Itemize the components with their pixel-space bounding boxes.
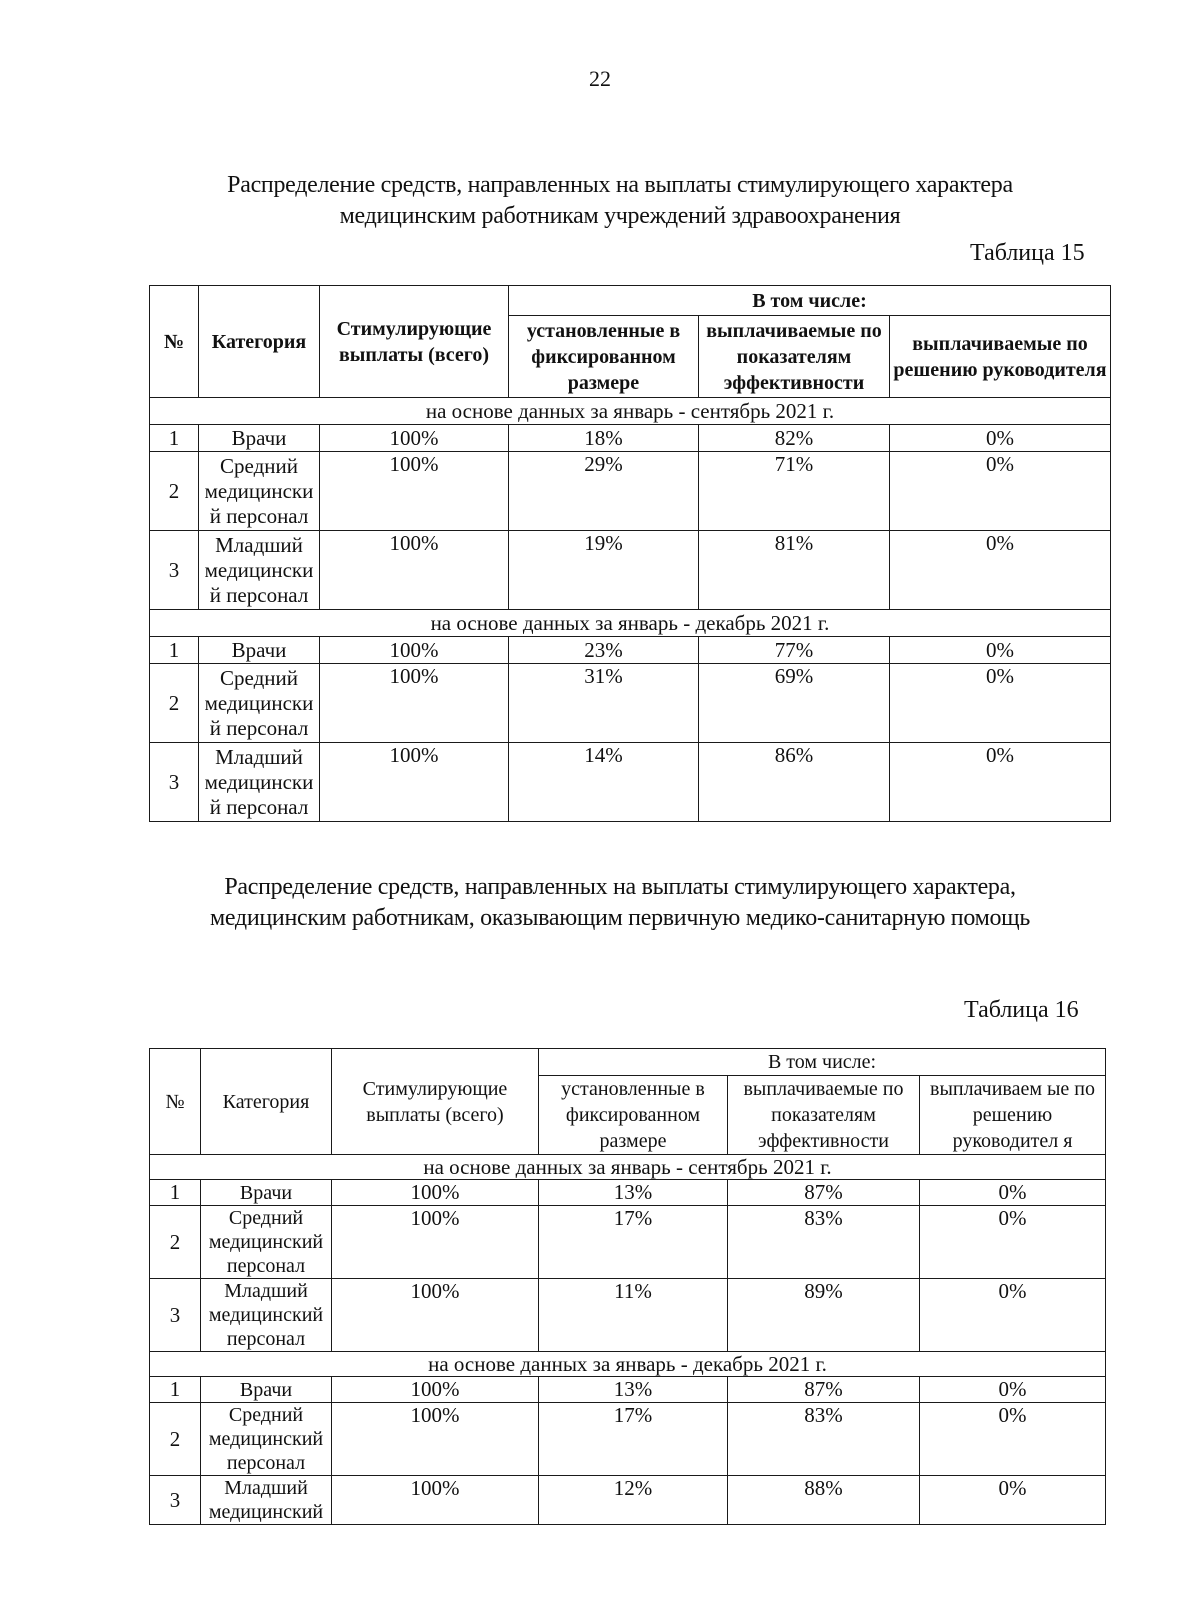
table16-cell-fixed: 11%: [539, 1279, 728, 1352]
table16-cell-category: Средний медицинский персонал: [201, 1403, 332, 1476]
table15-cell-category: Младший медицински й персонал: [199, 743, 320, 822]
table15-header-fixed: установленные в фиксированном размере: [509, 316, 699, 398]
table16-header-efficiency: выплачиваемые по показателям эффективности: [728, 1076, 920, 1155]
table16-cell-category: Средний медицинский персонал: [201, 1206, 332, 1279]
table16-title: [120, 872, 1120, 934]
table-row: [150, 452, 1111, 531]
table-row: [150, 743, 1111, 822]
table15-header-including: В том числе:: [509, 286, 1111, 316]
table16-header-including: В том числе:: [539, 1049, 1106, 1076]
table16-section-label: на основе данных за январь - сентябрь 2021 г.: [150, 1155, 1106, 1180]
table-row: [150, 531, 1111, 610]
table15-cell-manager: 0%: [890, 425, 1111, 452]
table16-cell-total: 100%: [332, 1180, 539, 1206]
table16-cell-manager: 0%: [920, 1180, 1106, 1206]
table16-cell-total: 100%: [332, 1476, 539, 1525]
table15-cell-total: 100%: [320, 452, 509, 531]
table16-header-total: Стимулирующие выплаты (всего): [332, 1049, 539, 1155]
table15-cell-total: 100%: [320, 743, 509, 822]
table16-header-num: №: [150, 1049, 201, 1155]
table16-cell-num: 3: [150, 1279, 201, 1352]
table16-header-category: Категория: [201, 1049, 332, 1155]
table15-cell-efficiency: 71%: [699, 452, 890, 531]
table-row: [150, 1476, 1106, 1525]
table15: [149, 285, 1111, 822]
table16-cell-category: Младший медицинский: [201, 1476, 332, 1525]
table15-header-efficiency: выплачиваемые по показателям эффективности: [699, 316, 890, 398]
table15-cell-num: 3: [150, 531, 199, 610]
table15-cell-manager: 0%: [890, 452, 1111, 531]
table15-cell-fixed: 29%: [509, 452, 699, 531]
table15-label: Таблица 15: [970, 240, 1085, 266]
table15-cell-manager: 0%: [890, 743, 1111, 822]
table16-cell-fixed: 13%: [539, 1377, 728, 1403]
table15-cell-category: Средний медицински й персонал: [199, 664, 320, 743]
table15-cell-manager: 0%: [890, 531, 1111, 610]
table15-cell-category: Врачи: [199, 425, 320, 452]
table16-section-label: на основе данных за январь - декабрь 2021 г.: [150, 1352, 1106, 1377]
page-number: 22: [589, 66, 611, 91]
table15-cell-fixed: 14%: [509, 743, 699, 822]
table16-cell-efficiency: 87%: [728, 1180, 920, 1206]
table16-cell-efficiency: 83%: [728, 1206, 920, 1279]
table16-cell-total: 100%: [332, 1279, 539, 1352]
table15-cell-manager: 0%: [890, 637, 1111, 664]
table16: [149, 1048, 1106, 1525]
table15-cell-num: 3: [150, 743, 199, 822]
table16-header-fixed: установленные в фиксированном размере: [539, 1076, 728, 1155]
table16-cell-num: 1: [150, 1180, 201, 1206]
table16-title-line2: медицинским работникам, оказывающим первичную медико-санитарную помощь: [210, 905, 1030, 931]
table15-cell-total: 100%: [320, 664, 509, 743]
table15-title: [120, 170, 1120, 232]
table16-cell-fixed: 12%: [539, 1476, 728, 1525]
table16-cell-efficiency: 88%: [728, 1476, 920, 1525]
table15-section-label: на основе данных за январь - декабрь 2021 г.: [150, 610, 1111, 637]
table-row: [150, 1279, 1106, 1352]
table15-cell-efficiency: 82%: [699, 425, 890, 452]
table15-cell-category: Младший медицински й персонал: [199, 531, 320, 610]
table-row: [150, 1180, 1106, 1206]
table-row: [150, 1403, 1106, 1476]
table16-cell-manager: 0%: [920, 1403, 1106, 1476]
table16-cell-total: 100%: [332, 1403, 539, 1476]
table15-cell-num: 2: [150, 664, 199, 743]
table-row: [150, 1377, 1106, 1403]
table16-cell-num: 2: [150, 1206, 201, 1279]
table15-header-total: Стимулирующие выплаты (всего): [320, 286, 509, 398]
table15-cell-manager: 0%: [890, 664, 1111, 743]
table-row: [150, 1206, 1106, 1279]
table15-cell-efficiency: 77%: [699, 637, 890, 664]
table15-title-line1: Распределение средств, направленных на выплаты стимулирующего характера: [227, 172, 1013, 198]
table15-cell-total: 100%: [320, 425, 509, 452]
table15-cell-num: 1: [150, 637, 199, 664]
table16-header-manager: выплачиваем ые по решению руководител я: [920, 1076, 1106, 1155]
table16-cell-category: Врачи: [201, 1377, 332, 1403]
table16-cell-num: 1: [150, 1377, 201, 1403]
table15-section-label: на основе данных за январь - сентябрь 2021 г.: [150, 398, 1111, 425]
table16-cell-total: 100%: [332, 1206, 539, 1279]
table16-cell-fixed: 17%: [539, 1403, 728, 1476]
table16-cell-efficiency: 83%: [728, 1403, 920, 1476]
table15-cell-total: 100%: [320, 531, 509, 610]
table16-cell-manager: 0%: [920, 1377, 1106, 1403]
table16-cell-category: Младший медицинский персонал: [201, 1279, 332, 1352]
table16-cell-fixed: 17%: [539, 1206, 728, 1279]
table15-cell-efficiency: 69%: [699, 664, 890, 743]
table16-cell-num: 3: [150, 1476, 201, 1525]
table-row: [150, 637, 1111, 664]
table15-cell-num: 1: [150, 425, 199, 452]
table16-cell-manager: 0%: [920, 1476, 1106, 1525]
table15-cell-fixed: 23%: [509, 637, 699, 664]
table16-cell-num: 2: [150, 1403, 201, 1476]
table15-header-category: Категория: [199, 286, 320, 398]
table15-cell-num: 2: [150, 452, 199, 531]
table16-cell-fixed: 13%: [539, 1180, 728, 1206]
table15-cell-efficiency: 86%: [699, 743, 890, 822]
table15-cell-fixed: 31%: [509, 664, 699, 743]
table15-header-num: №: [150, 286, 199, 398]
table16-cell-category: Врачи: [201, 1180, 332, 1206]
table15-cell-efficiency: 81%: [699, 531, 890, 610]
table15-cell-total: 100%: [320, 637, 509, 664]
table-row: [150, 425, 1111, 452]
table15-cell-fixed: 19%: [509, 531, 699, 610]
table-row: [150, 664, 1111, 743]
table16-title-line1: Распределение средств, направленных на выплаты стимулирующего характера,: [224, 874, 1016, 900]
table15-cell-fixed: 18%: [509, 425, 699, 452]
table16-cell-manager: 0%: [920, 1206, 1106, 1279]
table15-cell-category: Врачи: [199, 637, 320, 664]
table16-label: Таблица 16: [964, 997, 1079, 1023]
table16-cell-manager: 0%: [920, 1279, 1106, 1352]
table16-cell-total: 100%: [332, 1377, 539, 1403]
table15-header-manager: выплачиваемые по решению руководителя: [890, 316, 1111, 398]
table16-cell-efficiency: 89%: [728, 1279, 920, 1352]
table16-cell-efficiency: 87%: [728, 1377, 920, 1403]
table15-title-line2: медицинским работникам учреждений здравоохранения: [339, 203, 901, 229]
table15-cell-category: Средний медицински й персонал: [199, 452, 320, 531]
